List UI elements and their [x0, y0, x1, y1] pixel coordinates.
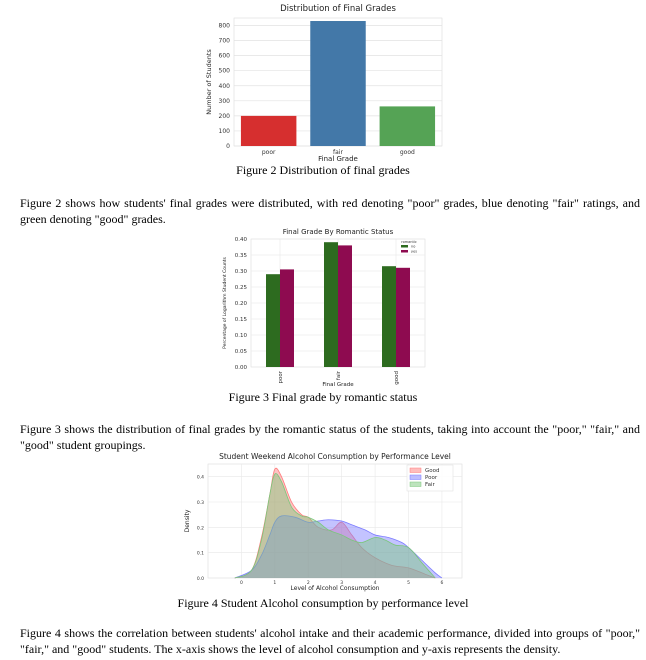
y-tick-label: 400: [218, 82, 230, 90]
y-tick-label: 0.35: [234, 253, 247, 259]
bar-poor: [241, 116, 296, 146]
y-tick-label: 200: [218, 112, 230, 120]
bar-poor-no: [266, 274, 280, 367]
x-tick-label: fair: [333, 149, 343, 156]
legend-label-no: no: [411, 244, 416, 249]
figure-4-description: Figure 4 shows the correlation between students' alcohol intake and their academic performance, divided into groups of "poor," "fair," and "good" students. The x-axis shows the level of alcohol consumption and y-axis represents the density.: [20, 626, 640, 656]
grades-bar-chart: [200, 0, 450, 165]
alcohol-density-chart: [180, 450, 470, 595]
x-tick-label: 1: [273, 581, 277, 586]
y-tick-label: 0.20: [234, 301, 247, 307]
y-tick-label: 0.10: [234, 333, 247, 339]
x-tick-label: fair: [336, 371, 342, 381]
x-tick-label: 6: [440, 581, 444, 586]
bar-good-no: [382, 266, 396, 367]
bar-fair: [310, 21, 365, 146]
x-tick-label: 5: [407, 581, 410, 586]
figure-3-description: Figure 3 shows the distribution of final grades by the romantic status of the students, taking into account the "poor," "fair," and "good" student groupings.: [20, 422, 640, 452]
legend-swatch-no: [401, 245, 408, 248]
legend-label-good: Good: [425, 468, 440, 474]
y-axis-label: Number of Students: [205, 49, 213, 115]
y-tick-label: 0.2: [196, 526, 204, 532]
y-tick-label: 300: [218, 97, 230, 105]
y-tick-label: 0.25: [234, 285, 247, 291]
x-tick-label: poor: [278, 371, 284, 384]
legend-swatch-good: [410, 468, 421, 473]
y-axis-label: Percentage of Logarithm Student Counts: [223, 257, 228, 349]
y-tick-label: 0.00: [234, 365, 247, 371]
bar-good-yes: [396, 268, 410, 367]
x-tick-label: 4: [373, 581, 377, 586]
x-axis-label: Final Grade: [318, 155, 358, 163]
y-tick-label: 0.4: [196, 475, 204, 481]
x-tick-label: good: [394, 371, 400, 385]
y-tick-label: 0: [226, 143, 230, 150]
x-axis-label: Final Grade: [322, 382, 354, 388]
x-axis-label: Level of Alcohol Consumption: [290, 585, 380, 592]
figure-3-caption: Figure 3 Final grade by romantic status: [228, 390, 418, 404]
chart-title: Final Grade By Romantic Status: [282, 228, 394, 236]
figure-2-caption: Figure 2 Distribution of final grades: [236, 163, 410, 177]
y-tick-label: 0.30: [234, 269, 247, 275]
x-tick-label: 0: [239, 581, 243, 586]
y-tick-label: 0.0: [196, 577, 204, 582]
legend-swatch-yes: [401, 250, 408, 253]
bar-poor-yes: [280, 269, 294, 367]
y-tick-label: 500: [218, 67, 230, 75]
legend-label-poor: Poor: [425, 475, 438, 481]
legend-title: romantic: [401, 240, 417, 244]
figure-2-description: Figure 2 shows how students' final grades were distributed, with red denoting "poor" grades, blue denoting "fair" ratings, and green denoting "good" grades.: [20, 196, 640, 226]
legend-swatch-poor: [410, 475, 421, 480]
legend-label-yes: yes: [411, 249, 418, 254]
figure-3-chart: [215, 225, 435, 390]
y-tick-label: 0.05: [234, 349, 247, 355]
legend-swatch-fair: [410, 482, 421, 487]
romantic-bar-chart: [215, 225, 435, 390]
chart-title: Student Weekend Alcohol Consumption by Performance Level: [219, 452, 451, 461]
x-tick-label: 3: [340, 581, 344, 586]
bar-good: [380, 106, 435, 146]
figure-4-caption: Figure 4 Student Alcohol consumption by performance level: [177, 596, 469, 610]
y-tick-label: 800: [218, 22, 230, 30]
y-tick-label: 600: [218, 52, 230, 60]
y-tick-label: 100: [218, 127, 230, 135]
chart-title: Distribution of Final Grades: [280, 4, 396, 14]
y-tick-label: 0.15: [234, 317, 247, 323]
bar-fair-no: [324, 242, 338, 367]
x-tick-label: 2: [306, 581, 310, 586]
y-axis-label: Density: [184, 509, 191, 533]
legend-label-fair: Fair: [425, 482, 435, 488]
y-tick-label: 0.1: [196, 551, 204, 557]
y-tick-label: 700: [218, 37, 230, 45]
x-tick-label: poor: [261, 149, 276, 156]
y-tick-label: 0.40: [234, 237, 247, 243]
figure-4-chart: [180, 450, 470, 595]
figure-2-chart: [200, 0, 450, 165]
bar-fair-yes: [338, 245, 352, 367]
x-tick-label: good: [399, 149, 415, 156]
y-tick-label: 0.3: [196, 501, 204, 506]
